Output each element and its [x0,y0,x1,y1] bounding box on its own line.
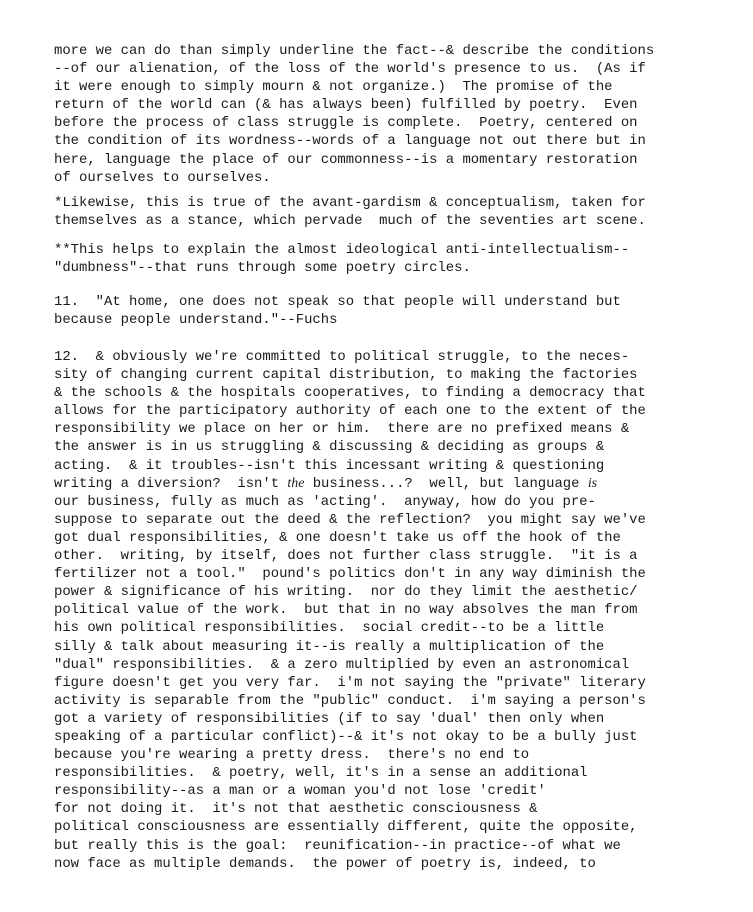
section-11 [54,293,621,329]
section-12 [54,348,646,873]
text-line: but really this is the goal: reunification--in practice--of what we [54,837,621,854]
text-line-with-emphasis [54,475,646,493]
text-line: responsibilities. & poetry, well, it's in a sense an additional [54,765,588,782]
text-line: his own political responsibilities. social credit--to be a little [54,620,605,637]
text-line: of ourselves to ourselves. [54,169,271,186]
text-line: speaking of a particular conflict)--& it's not okay to be a bully just [54,728,638,745]
text-line: silly & talk about measuring it--is really a multiplication of the [54,638,605,655]
footnote-single-asterisk [54,194,646,230]
text-line: other. writing, by itself, does not further class struggle. "it is a [54,548,638,565]
text-line: before the process of class struggle is complete. Poetry, centered on [54,115,638,132]
emphasis-the: the [287,475,305,491]
text-line: it were enough to simply mourn & not organize.) The promise of the [54,79,613,96]
text-line: our business, fully as much as 'acting'. anyway, how do you pre- [54,493,596,510]
text-line: **This helps to explain the almost ideological anti-intellectualism-- [54,242,630,258]
footnote-double-asterisk [54,241,629,277]
text-line: return of the world can (& has always been) fulfilled by poetry. Even [54,97,638,114]
text-line: activity is separable from the "public" conduct. i'm saying a person's [54,692,646,709]
text-line: the condition of its wordness--words of a language not out there but in [54,133,646,150]
text-line: political value of the work. but that in no way absolves the man from [54,602,638,619]
text-line: figure doesn't get you very far. i'm not saying the "private" literary [54,674,646,691]
text-line: now face as multiple demands. the power of poetry is, indeed, to [54,855,596,872]
text-line: got a variety of responsibilities (if to say 'dual' then only when [54,710,605,727]
text-line: because people understand."--Fuchs [54,312,338,329]
text-line: sity of changing current capital distribution, to making the factories [54,367,638,384]
text-line: because you're wearing a pretty dress. there's no end to [54,747,530,764]
text-run: writing a diversion? isn't [54,475,288,492]
text-line: power & significance of his writing. nor do they limit the aesthetic/ [54,584,638,601]
text-line: got dual responsibilities, & one doesn't take us off the hook of the [54,529,621,546]
text-line: *Likewise, this is true of the avant-gardism & conceptualism, taken for [54,195,646,211]
text-line: the answer is in us struggling & discussing & deciding as groups & [54,439,605,456]
text-line: 12. & obviously we're committed to political struggle, to the neces- [54,349,630,365]
text-run: business...? well, but language [304,475,588,492]
text-line: 11. "At home, one does not speak so that people will understand but [54,294,621,310]
text-line: responsibility we place on her or him. there are no prefixed means & [54,421,630,438]
text-line: "dumbness"--that runs through some poetry circles. [54,260,471,277]
paragraph-continued [54,42,654,187]
text-line: --of our alienation, of the loss of the world's presence to us. (As if [54,61,646,78]
text-line: themselves as a stance, which pervade much of the seventies art scene. [54,213,646,230]
text-line: responsibility--as a man or a woman you'd not lose 'credit' [54,783,546,800]
text-line: political consciousness are essentially different, quite the opposite, [54,819,638,836]
text-line: "dual" responsibilities. & a zero multiplied by even an astronomical [54,656,630,673]
emphasis-is: is [587,475,598,491]
text-line: allows for the participatory authority of each one to the extent of the [54,403,646,420]
text-line: fertilizer not a tool." pound's politics don't in any way diminish the [54,566,646,583]
text-line: & the schools & the hospitals cooperatives, to finding a democracy that [54,385,646,402]
text-line: suppose to separate out the deed & the reflection? you might say we've [54,511,646,528]
text-line: acting. & it troubles--isn't this incessant writing & questioning [54,457,605,474]
text-line: more we can do than simply underline the fact--& describe the conditions [54,43,655,59]
text-line: here, language the place of our commonness--is a momentary restoration [54,151,638,168]
text-line: for not doing it. it's not that aesthetic consciousness & [54,801,538,818]
